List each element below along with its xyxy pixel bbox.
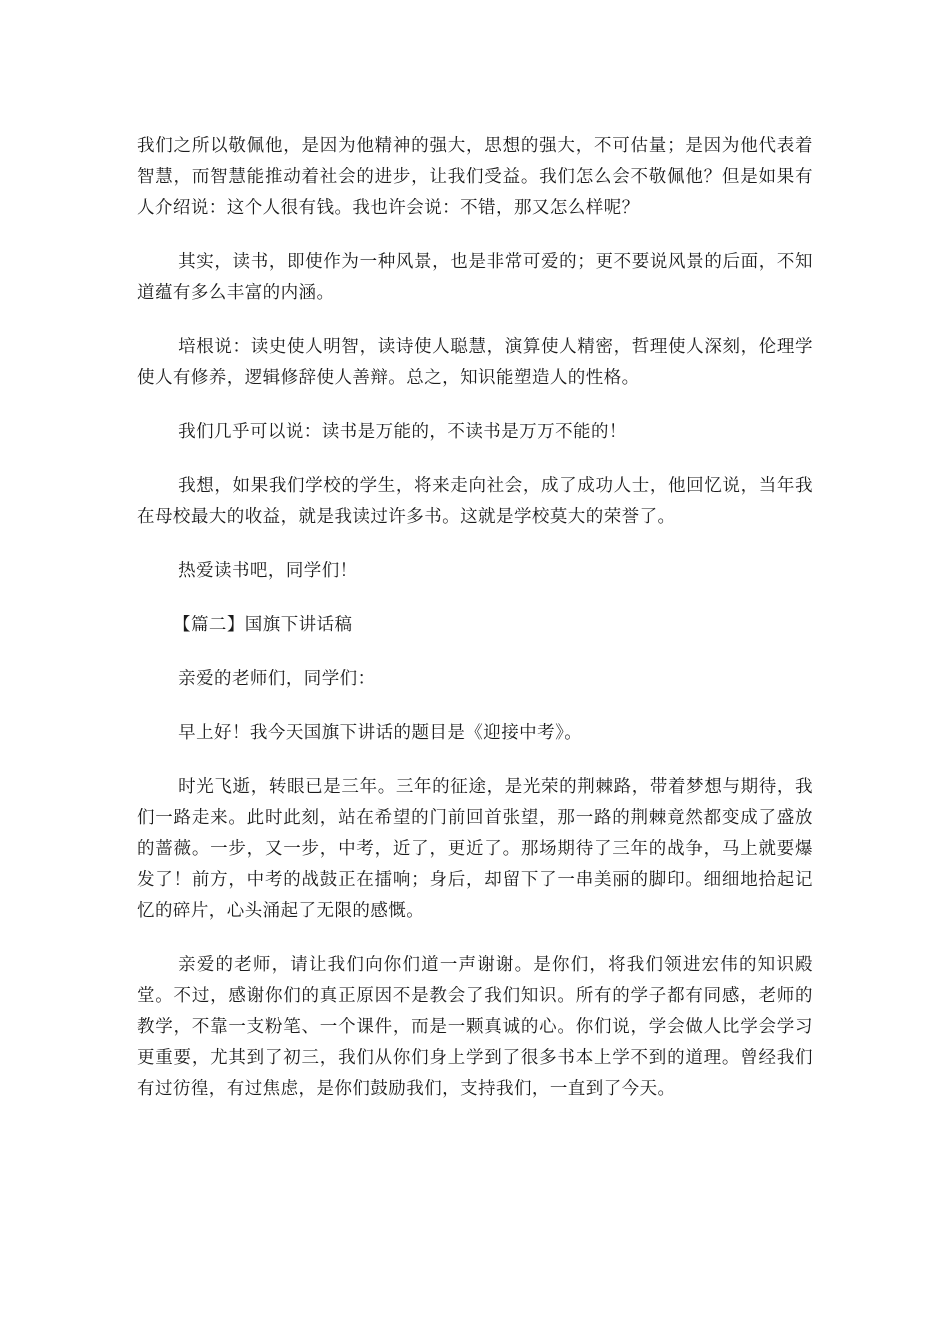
section-heading: 【篇二】国旗下讲话稿	[173, 615, 353, 635]
document-page	[137, 131, 813, 1105]
paragraph-admiration: 我们之所以敬佩他，是因为他精神的强大，思想的强大，不可估量；是因为他代表着智慧，而智慧能推动着社会的进步，让我们受益。我们怎么会不敬佩他？但是如果有人介绍说：这个人很有钱。我也许会说：不错，那又怎么样呢？	[137, 136, 813, 218]
speech-paragraph-time: 时光飞逝，转眼已是三年。三年的征途，是光荣的荆棘路，带着梦想与期待，我们一路走来。此时此刻，站在希望的门前回首张望，那一路的荆棘竟然都变成了盛放的蔷薇。一步，又一步，中考，近了，更近了。那场期待了三年的战争，马上就要爆发了！前方，中考的战鼓正在擂响；身后，却留下了一串美丽的脚印。细细地拾起记忆的碎片，心头涌起了无限的感慨。	[137, 777, 813, 921]
speech-greeting: 亲爱的老师们，同学们：	[178, 669, 376, 689]
speech-paragraph-teachers: 亲爱的老师，请让我们向你们道一声谢谢。是你们，将我们领进宏伟的知识殿堂。不过，感谢你们的真正原因不是教会了我们知识。所有的学子都有同感，老师的教学，不靠一支粉笔、一个课件，而是一颗真诚的心。你们说，学会做人比学会学习更重要，尤其到了初三，我们从你们身上学到了很多书本上学不到的道理。曾经我们有过彷徨，有过焦虑，是你们鼓励我们，支持我们，一直到了今天。	[137, 955, 813, 1099]
paragraph-reading-scenery: 其实，读书，即使作为一种风景，也是非常可爱的；更不要说风景的后面，不知道蕴有多么丰富的内涵。	[137, 252, 813, 303]
paragraph-school-honor: 我想，如果我们学校的学生，将来走向社会，成了成功人士，他回忆说，当年我在母校最大的收益，就是我读过许多书。这就是学校莫大的荣誉了。	[137, 476, 813, 527]
paragraph-bacon-quote: 培根说：读史使人明智，读诗使人聪慧，演算使人精密，哲理使人深刻，伦理学使人有修养，逻辑修辞使人善辩。总之，知识能塑造人的性格。	[137, 337, 813, 388]
paragraph-reading-almighty: 我们几乎可以说：读书是万能的，不读书是万万不能的！	[178, 422, 627, 442]
paragraph-love-reading: 热爱读书吧，同学们！	[178, 561, 358, 581]
speech-title: 早上好！我今天国旗下讲话的题目是《迎接中考》。	[178, 723, 583, 743]
